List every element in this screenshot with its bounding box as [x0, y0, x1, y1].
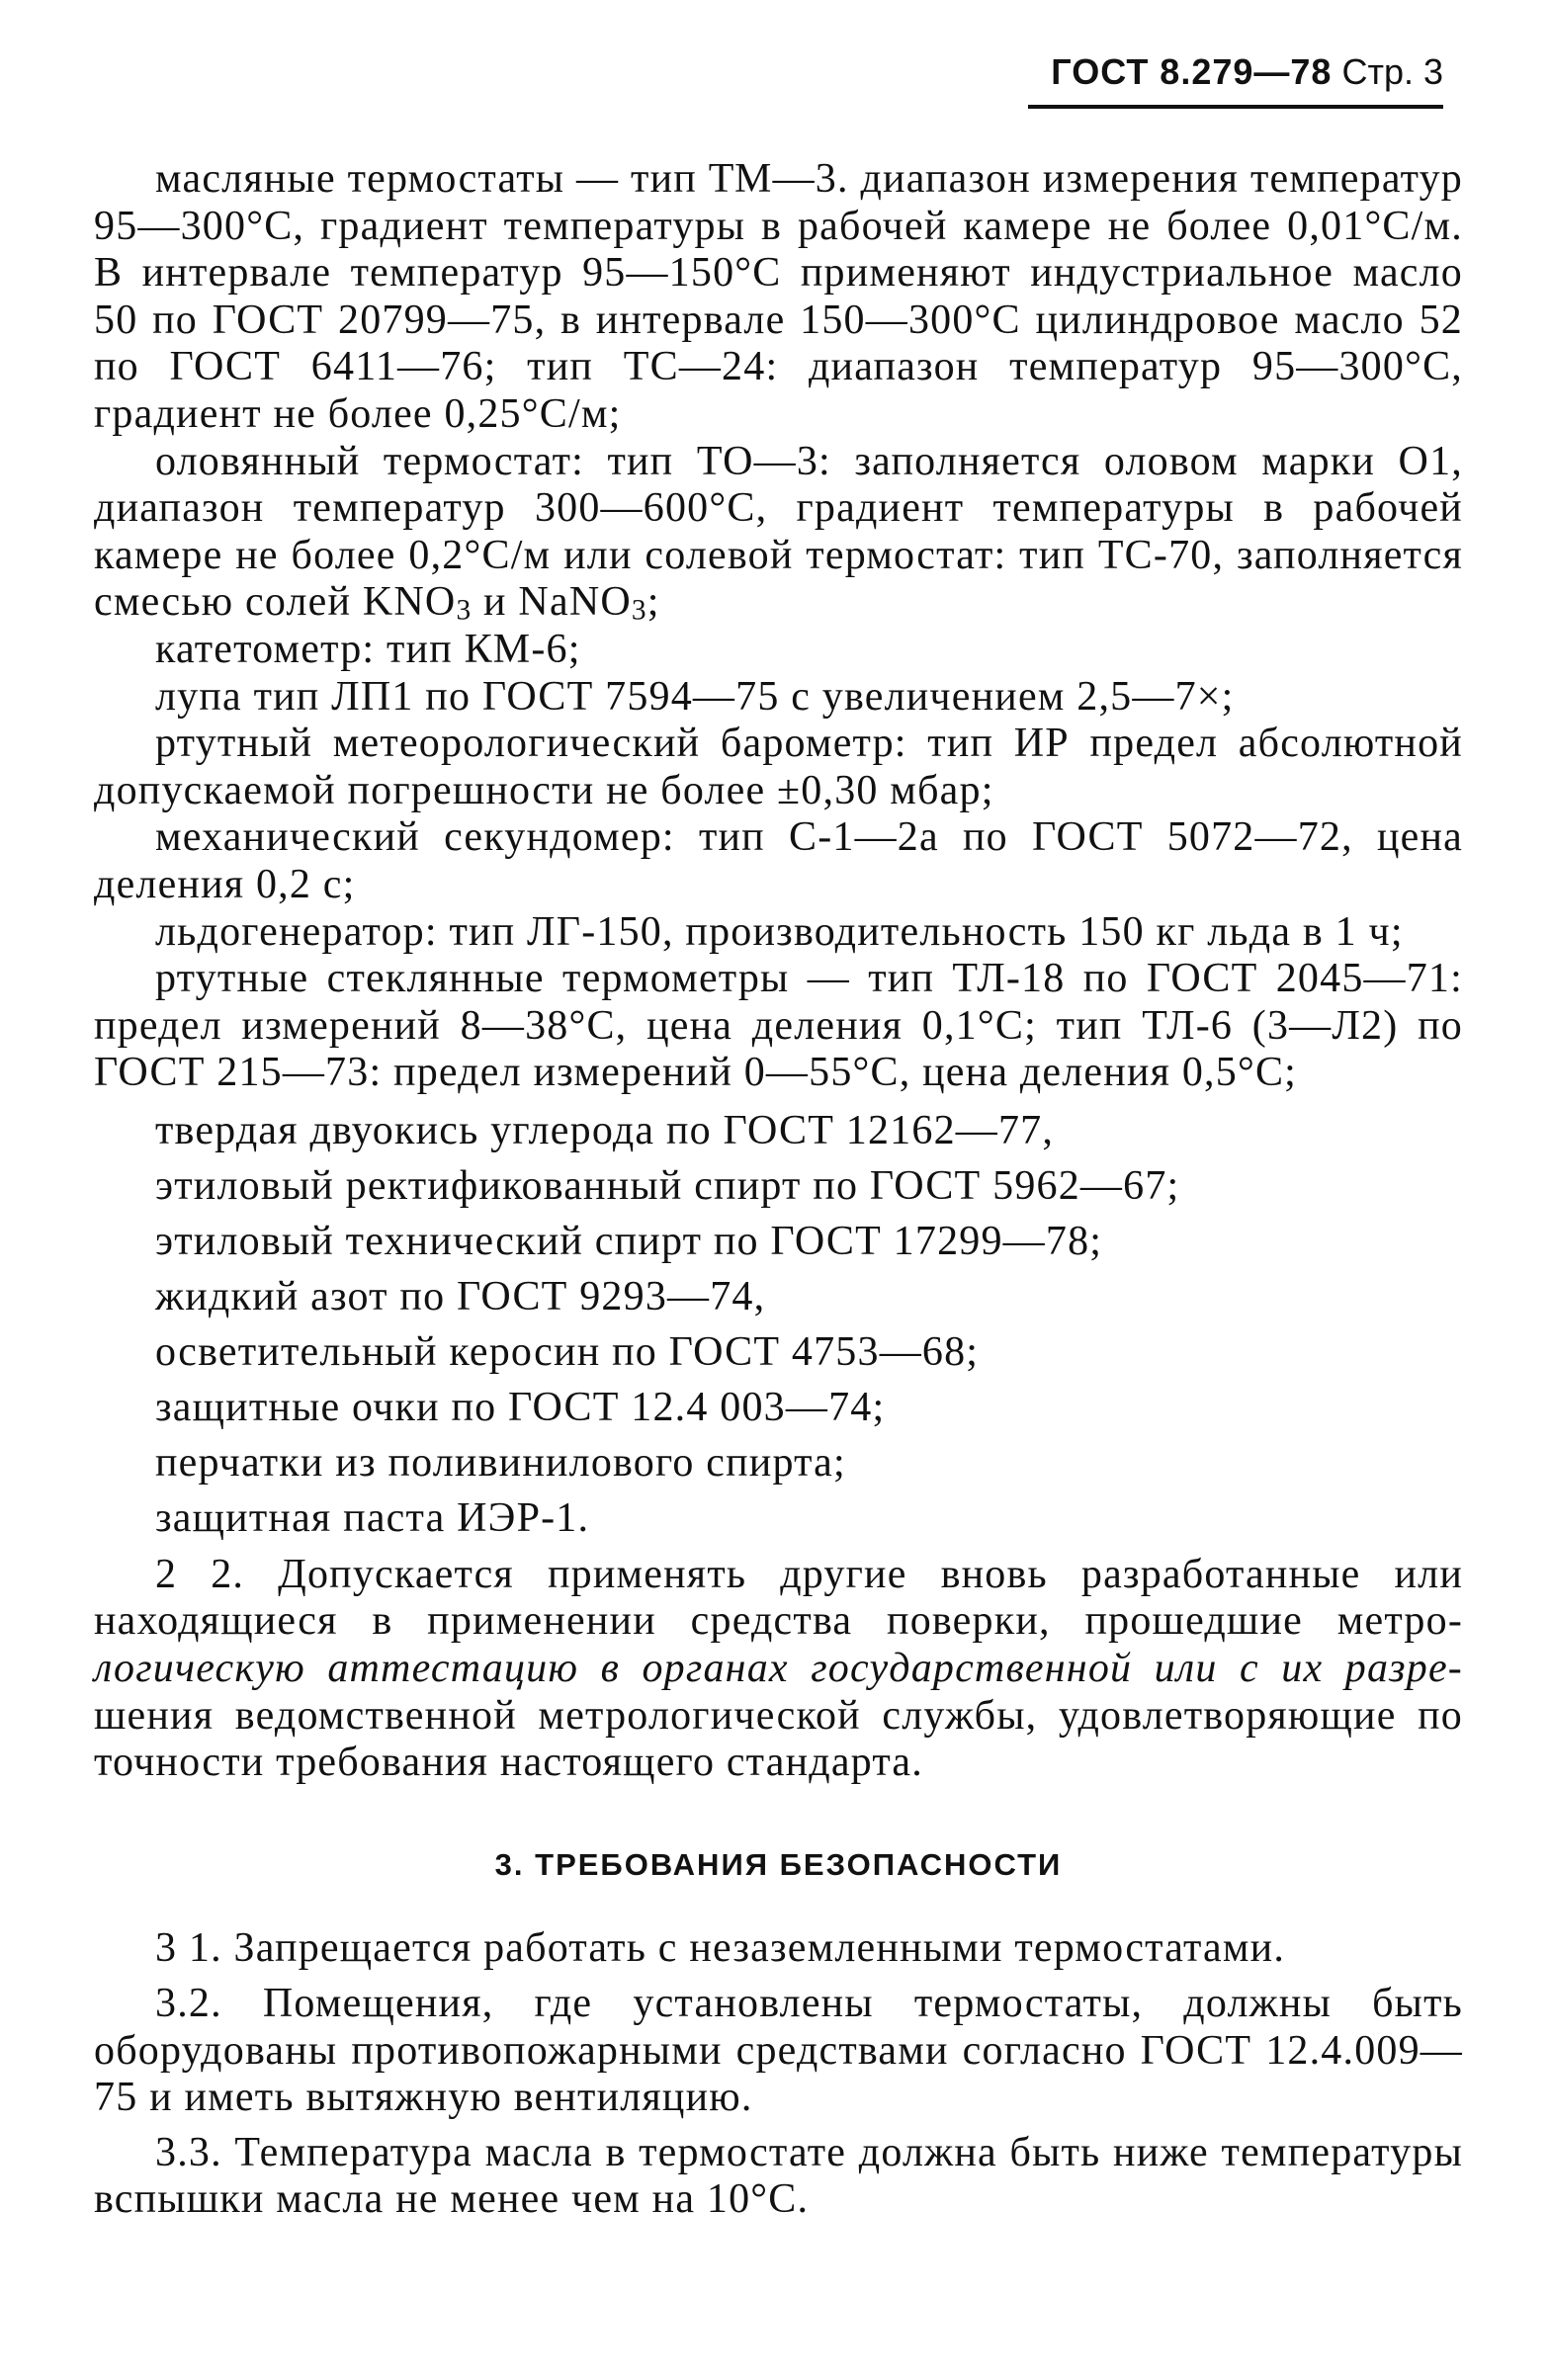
list-item: оловянный термостат: тип ТО—3: заполняется оловом марки О1, диапазон температур 300—600°С, градиент температуры в рабочей камере не более 0,2°С/м или солевой термостат: тип ТС-70, заполняется смесью солей $KNO_3$ и NaNO$_3$;: [94, 438, 1463, 627]
subscript: 3: [456, 594, 473, 627]
materials-list: [94, 1103, 1463, 1546]
page-number: Стр. 3: [1341, 51, 1443, 92]
list-item: жидкий азот по ГОСТ 9293—74,: [155, 1273, 766, 1319]
list-item: защитная паста ИЭР-1.: [155, 1494, 590, 1541]
list-item: масляные термостаты — тип ТМ—3. диапазон измерения температур 95—300°С, градиент температуры в рабочей камере не более 0,01°С/м. В интервале температур 95—150°С применяют индустриальное масло 50 по ГОСТ 20799—75, в интервале 150—300°С цилиндровое масло 52 по ГОСТ 6411—76; тип ТС—24: диапазон температур 95—300°С, градиент не более 0,25°С/м;: [94, 156, 1463, 437]
list-item: осветительный керосин по ГОСТ 4753—68;: [155, 1328, 980, 1375]
paragraph-3-2: 3.2. Помещения, где установлены термостаты, должны быть оборудованы противопожарными средствами согласно ГОСТ 12.4.009—75 и иметь вытяжную вентиляцию.: [94, 1981, 1463, 2121]
list-item: катетометр: тип КМ-6;: [155, 626, 581, 672]
paragraph-3-1: 3 1. Запрещается работать с незаземленными термостатами.: [155, 1925, 1286, 1972]
list-item: твердая двуокись углерода по ГОСТ 12162—77,: [155, 1107, 1055, 1153]
list-item: ртутные стеклянные термометры — тип ТЛ-18 по ГОСТ 2045—71: предел измерений 8—38°С, цена деления 0,1°С; тип ТЛ-6 (3—Л2) по ГОСТ 215—73: предел измерений 0—55°С, цена деления 0,5°С;: [94, 956, 1463, 1096]
list-item: механический секундомер: тип С-1—2а по ГОСТ 5072—72, цена деления 0,2 с;: [94, 814, 1463, 907]
paragraph-text: 2 2. Допускается применять другие вновь разработанные или находящиеся в применении средства поверки, прошедшие метро-: [94, 1551, 1463, 1645]
standard-number: ГОСТ 8.279—78: [1051, 51, 1333, 92]
section-title: 3. ТРЕБОВАНИЯ БЕЗОПАСНОСТИ: [494, 1846, 1063, 1882]
list-item: перчатки из поливинилового спирта;: [155, 1439, 846, 1486]
paragraph-text: шения ведомственной метрологической службы, удовлетворяющие по точности требования настоящего стандарта.: [94, 1692, 1463, 1786]
equipment-list: [94, 156, 1463, 1097]
list-item: этиловый ректификованный спирт по ГОСТ 5962—67;: [155, 1162, 1180, 1209]
list-item: ртутный метеорологический барометр: тип ИР предел абсолютной допускаемой погрешности не более ±0,30 мбар;: [94, 721, 1463, 813]
list-item: защитные очки по ГОСТ 12.4 003—74;: [155, 1384, 886, 1430]
page-body: [94, 156, 1463, 2224]
page-header: [1028, 51, 1443, 109]
list-item: лупа тип ЛП1 по ГОСТ 7594—75 с увеличением 2,5—7×;: [155, 673, 1235, 720]
paragraph-2-2: [94, 1552, 1463, 1787]
list-item: льдогенератор: тип ЛГ-150, производительность 150 кг льда в 1 ч;: [155, 908, 1404, 955]
paragraph-text-italic: логическую аттестацию в органах государственной или с их разре-: [94, 1646, 1463, 1692]
list-item: этиловый технический спирт по ГОСТ 17299—78;: [155, 1218, 1103, 1264]
paragraph-3-3: 3.3. Температура масла в термостате должна быть ниже температуры вспышки масла не менее чем на 10°С.: [94, 2129, 1463, 2223]
subscript: 3: [631, 594, 647, 627]
